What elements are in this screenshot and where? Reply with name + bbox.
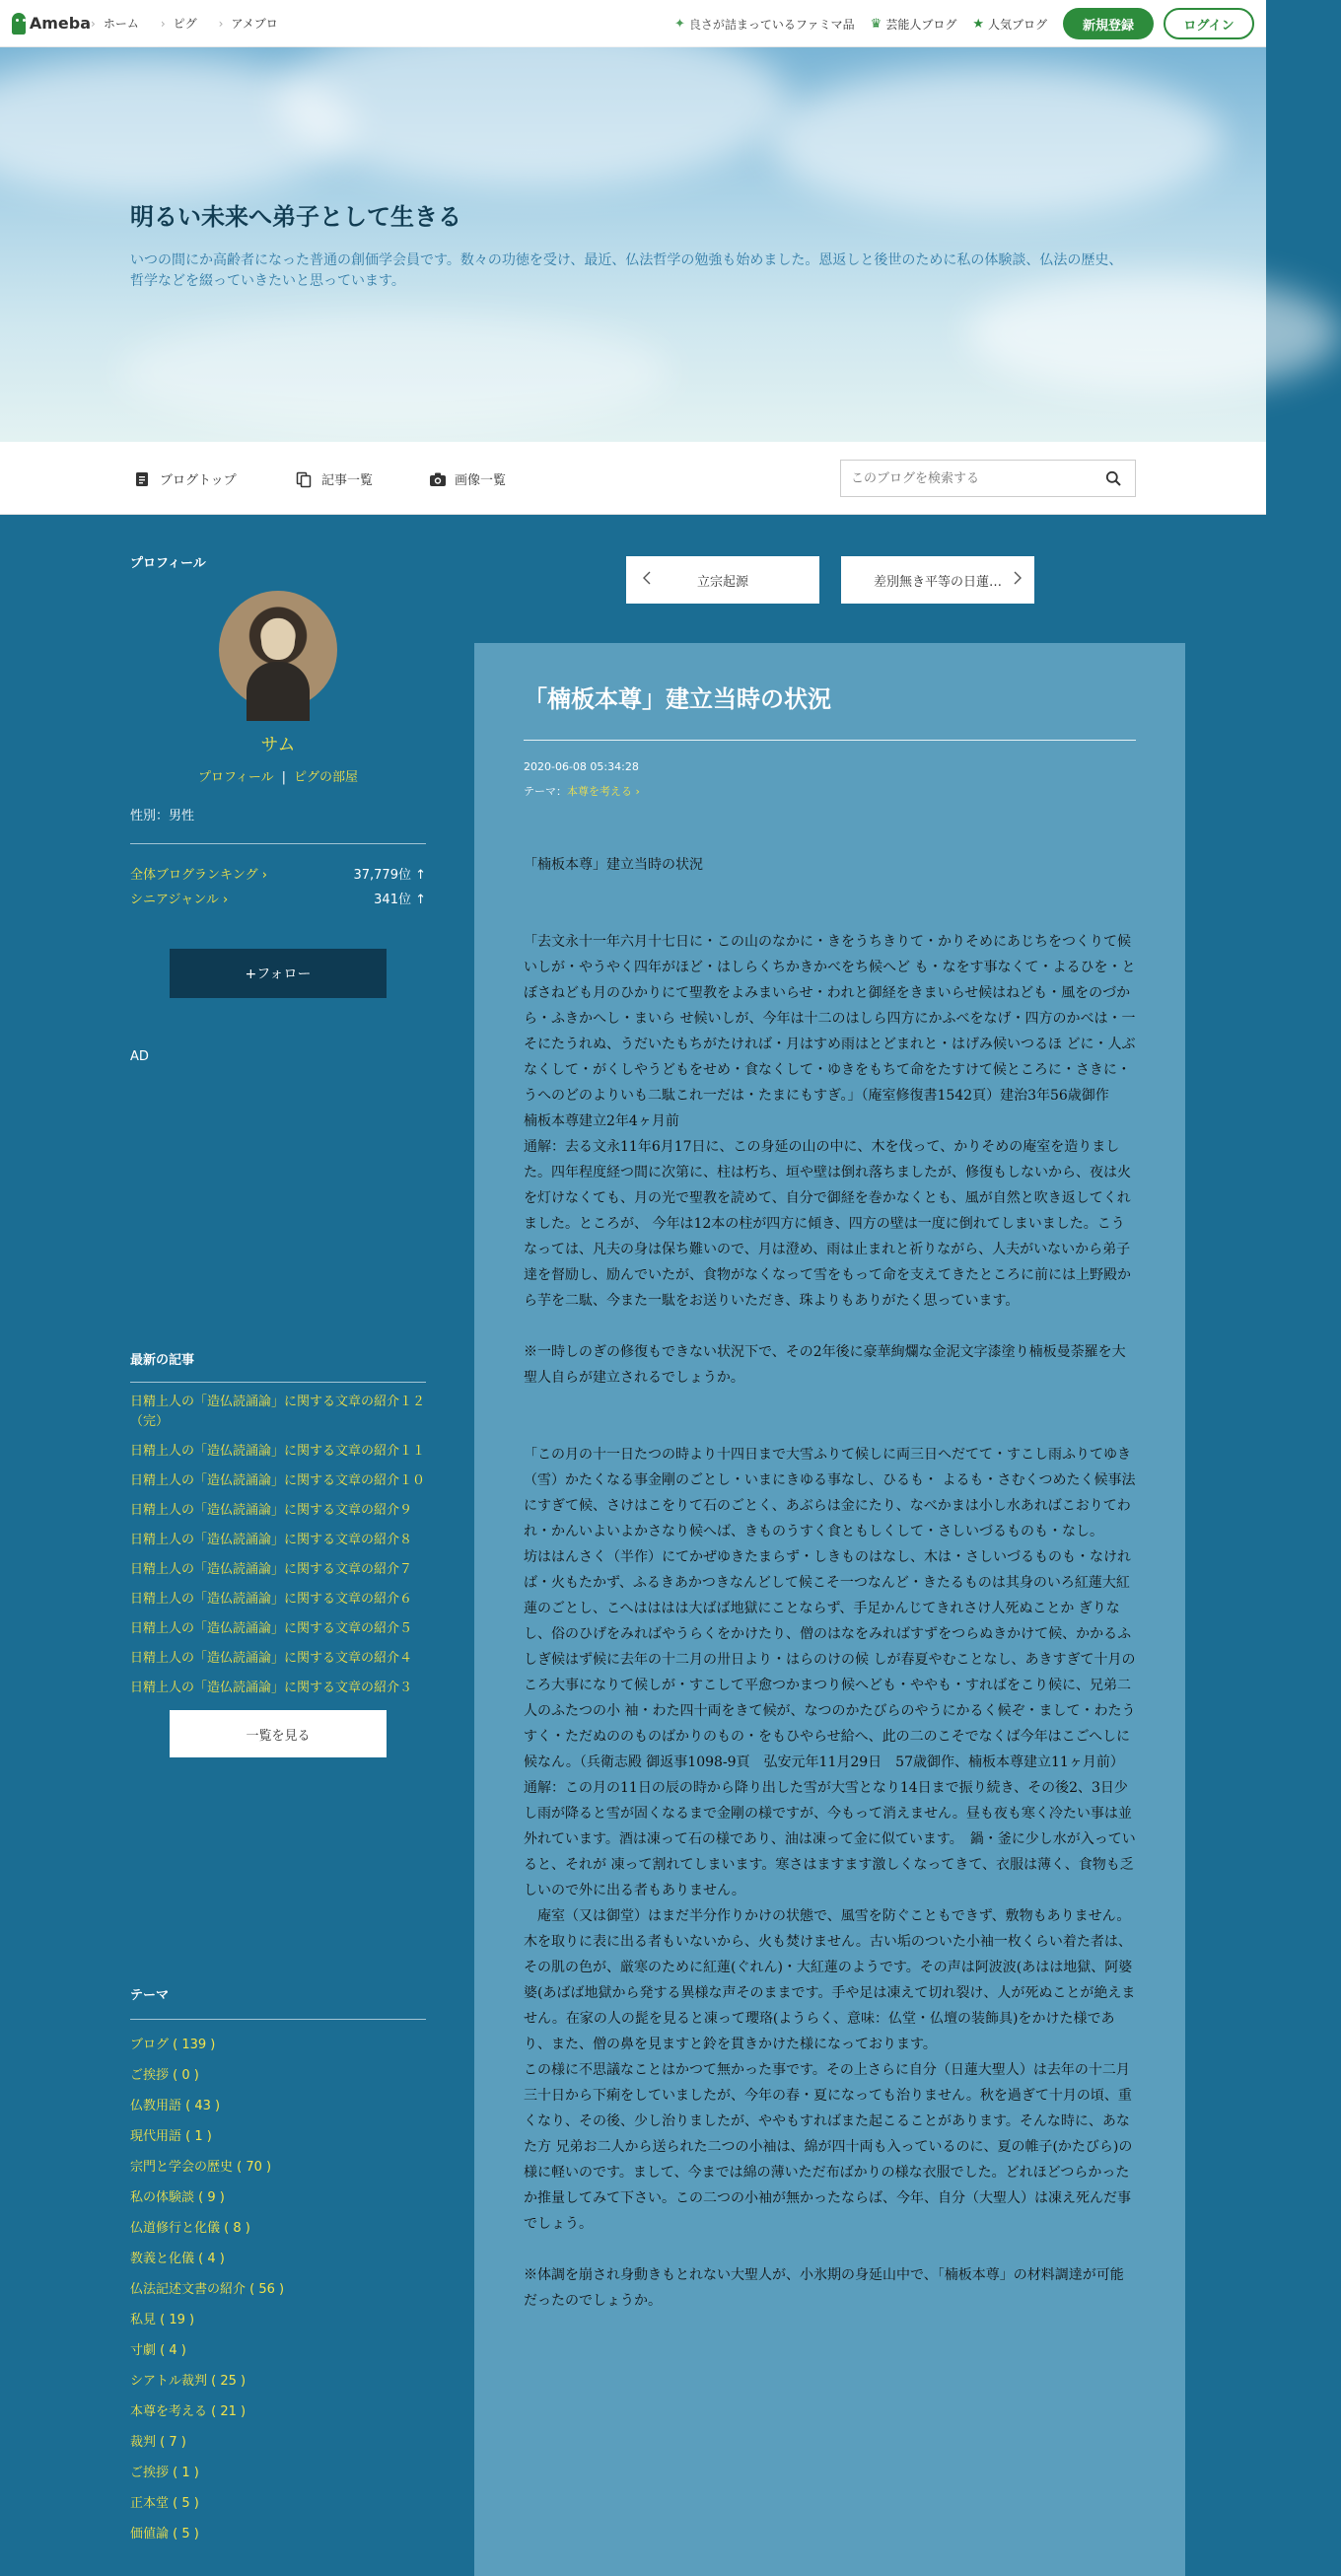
theme-link[interactable]: ご挨拶 ( 0 ) [130,2068,199,2083]
senior-ranking-link[interactable] [130,889,228,907]
article-list-label: 記事一覧 [321,473,374,488]
theme-link[interactable]: 仏道修行と化儀 ( 8 ) [130,2221,250,2236]
profile-gender: 性別：男性 [130,809,195,823]
theme-link[interactable]: 仏教用語 ( 43 ) [130,2099,221,2113]
star-icon: ★ [972,16,984,32]
recent-article-link[interactable]: 日精上人の「造仏読誦論」に関する文章の紹介３ [130,1681,413,1695]
blog-description: いつの間にか高齢者になった普通の創価学会員です。数々の功徳を受け、最近、仏法哲学の勉強も始めました。恩返しと後世のために私の体験談、仏法の歴史、哲学などを綴っていきたいと思っています。 [130,252,1123,289]
popular-blog-label: 人気ブログ [987,17,1047,32]
theme-link[interactable]: 寸劇 ( 4 ) [130,2343,186,2358]
article-paragraph: 「楠板本尊」建立当時の状況 [524,857,703,873]
camera-icon [429,471,445,487]
link-separator: | [281,770,287,785]
theme-link[interactable]: 裁判 ( 7 ) [130,2435,186,2450]
chevron-right-icon [1011,571,1024,585]
themes-heading: テーマ [130,1988,170,2003]
pig-room-link[interactable]: ピグの部屋 [294,770,359,785]
chevron-left-icon [640,571,654,585]
recent-article-link[interactable]: 日精上人の「造仏読誦論」に関する文章の紹介１２（完） [130,1395,426,1429]
recent-article-link[interactable]: 日精上人の「造仏読誦論」に関する文章の紹介７ [130,1562,413,1577]
chevron-right-icon: › [223,893,229,907]
global-nav-ameblo[interactable] [219,15,278,32]
ranking-row-senior [130,889,426,907]
famima-link-label: 良さが詰まっているファミマ品 [688,17,855,32]
article-paragraph: ※一時しのぎの修復もできない状況下で、その2年後に豪華絢爛な金泥文字漆塗り楠板曼荼羅を大聖人自らが建立されるでしょうか。 [524,1344,1126,1386]
global-nav-label: ホーム [103,17,139,31]
famima-link[interactable] [674,16,855,33]
copy-icon [296,471,312,487]
divider [130,2019,426,2020]
recent-article-link[interactable]: 日精上人の「造仏読誦論」に関する文章の紹介６ [130,1592,413,1607]
global-nav [91,15,300,32]
theme-link[interactable]: ブログ ( 139 ) [130,2038,216,2052]
chevron-right-icon: › [261,868,267,883]
blog-nav [0,442,1266,515]
recent-articles [130,1349,426,1757]
signup-button[interactable]: 新規登録 [1063,8,1154,39]
blog-search [840,460,1136,497]
article [474,643,1185,2576]
recent-article-link[interactable]: 日精上人の「造仏読誦論」に関する文章の紹介１０ [130,1473,426,1488]
sparkle-icon: ✦ [673,16,685,32]
theme-link[interactable]: ご挨拶 ( 1 ) [130,2466,199,2480]
global-nav-home[interactable] [91,15,139,32]
article-body [524,852,1136,2314]
article-paragraph: 「去文永十一年六月十七日に・この山のなかに・きをうちきりて・かりそめにあじちをつくりて候いしが・やうやく四年がほど・はしらくちかきかべをち候へど も・なをす事なくて・よるひを・とぼさねども月のひかりにて聖教をよみまいらせ・われと御経をきまいらせ候はねども・風をのづから・ふきかへし・まいら せ候いしが、今年は十二のはしら四方にかふべをなげ・四方のかべは・一そにたうれぬ、うだいたもちがたければ・月はすめ雨はとどまれと・はげみ候いつるほ どに・人ぶなくして・がくしやうどもをせめ・食なくして・ゆきをもちて命をたすけて候ところに・さきに・うへのどのよりいも二駄これ一だは・たまにもすぎ。」（庵室修復書1542頁）建治3年56歳御作 楠板本尊建立2年4ヶ月前 通解：去る文永11年6月17日に、この身延の山の中に、木を伐って、かりそめの庵室を造りました。四年程度経つ間に次第に、柱は朽ち、垣や壁は倒れ落ちましたが、修復もしないから、夜は火を灯けなくても、月の光で聖教を読めて、自分で御経を巻かなくとも、風が自然と吹き返してくれました。ところが、 今年は12本の柱が四方に傾き、四方の壁は一度に倒れてしまいました。こうなっては、凡夫の身は保ち難いので、月は澄め、雨は止まれと祈りながら、人夫がいないから弟子達を督励し、励んでいたが、食物がなくなって雪をもって命を支えてきたところに前には上野殿から芋を二駄、今また一駄をお送りいただき、珠よりもありがたく思っています。 [524,934,1136,1309]
article-theme [524,783,1136,799]
overall-ranking-label: 全体ブログランキング [130,868,258,883]
article-list-link[interactable] [296,469,373,488]
article-title[interactable]: 「楠板本尊」建立当時の状況 [524,685,831,713]
blog-title[interactable]: 明るい未来へ弟子として生きる [130,203,461,231]
celebrity-blog-label: 芸能人ブログ [885,17,957,32]
sidebar [130,552,426,2541]
divider [130,1382,426,1383]
recent-article-link[interactable]: 日精上人の「造仏読誦論」に関する文章の紹介５ [130,1621,413,1636]
ranking-row-overall [130,864,426,883]
avatar[interactable] [219,591,337,709]
next-article-label: 差別無き平等の日蓮… [873,574,1002,590]
recent-article-link[interactable]: 日精上人の「造仏読誦論」に関する文章の紹介４ [130,1651,413,1666]
blog-top-label: ブログトップ [160,473,237,488]
blog-top-link[interactable] [134,469,237,488]
image-list-link[interactable] [429,469,506,488]
profile-link[interactable]: プロフィール [197,770,274,785]
theme-link[interactable]: 正本堂 ( 5 ) [130,2496,199,2511]
themes [130,1984,426,2553]
theme-link[interactable]: 私の体験談 ( 9 ) [130,2190,225,2205]
popular-blog-link[interactable] [972,16,1047,33]
theme-link[interactable]: 現代用語 ( 1 ) [130,2129,212,2144]
ad-label: AD [130,1049,149,1064]
chevron-right-icon: › [160,16,166,31]
blog-header [0,47,1266,442]
recent-article-link[interactable]: 日精上人の「造仏読誦論」に関する文章の紹介９ [130,1503,413,1518]
profile-heading: プロフィール [130,556,206,571]
prev-article-button[interactable] [626,556,819,604]
chevron-right-icon: › [91,16,96,31]
image-list-label: 画像一覧 [455,473,507,488]
theme-link[interactable]: 仏法記述文書の紹介 ( 56 ) [130,2282,285,2297]
article-paragraph: ※体調を崩され身動きもとれない大聖人が、小氷期の身延山中で、「楠板本尊」の材料調達が可能だったのでしょうか。 [524,2267,1124,2309]
theme-link[interactable]: 価値論 ( 5 ) [130,2527,199,2541]
blog-search-input[interactable] [841,461,1078,496]
recent-heading: 最新の記事 [130,1353,195,1368]
theme-link[interactable]: シアトル裁判 ( 25 ) [130,2374,247,2389]
prev-article-label: 立宗起源 [696,574,748,590]
login-button[interactable]: ログイン [1164,8,1254,39]
overall-ranking-link[interactable] [130,864,267,883]
follow-button[interactable]: +フォロー [170,949,387,998]
article-paragraph: 「この月の十一日たつの時より十四日まで大雪ふりて候しに両三日へだてて・すこし雨ふりてゆき（雪）かたくなる事金剛のごとし・いまにきゆる事なし、ひるも・ よるも・さむくつめたく候事法にすぎて候、さけはこをりて石のごとく、あぶらは金にたり、なべかまは小し水あればこおりてわれ・かんいよいよかさなり候へば、きものうすく食ともしくして・さしいづるものも・なし。 坊ははんさく（半作）にてかぜゆきたまらず・しきものはなし、木は・さしいづるものも・なければ・火もたかず、ふるきあかつきなんどして候こそ一つなんど・きたるものは其身のいろ紅蓮大紅蓮のごとし、こへはははは大ばば地獄にことならず、手足かんじてきれさけ人死ぬことか ぎりなし、俗のひげをみればやうらくをかけたり、僧のはなをみればすずをつらぬきかけて候、かかるふしぎ候はず候に去年の十二月の卅日より・はらのけの候 しが春夏やむことなし、あきすぎて十月のころ大事になりて候しが・すこして平愈つかまつり候へども・ややも・すればをこり候に、兄弟二人のふたつの小 袖・わた四十両をきて候が、なつのかたびらのやうにかるく候ぞ・まして・わたうすく・ただぬののものばかりのもの・をもひやらせ給へ、此の二のこそでなくば今年はこごへしに候なん。（兵衛志殿 御返事1098-9頁 弘安元年11月29日 57歳御作、楠板本尊建立11ヶ月前） 通解：この月の11日の辰の時から降り出した雪が大雪となり14日まで振り続き、その後2、3日少し雨が降ると雪が固くなるまで金剛の様ですが、今もって消えません。昼も夜も寒く冷たい事は並外れています。酒は凍って石の様であり、油は凍って金に似ています。 鍋・釜に少し水が入っていると、それが 凍って割れてしまいます。寒さはますます激しくなってきて、衣服は薄く、食物も乏しいので外に出る者もありません。 庵室（又は御堂）はまだ半分作りかけの状態で、風雪を防ぐこともできず、敷物もありません。 木を取りに表に出る者もいないから、火も焚けません。古い垢のついた小袖一枚くらい着た者は、その肌の色が、厳寒のために紅蓮(ぐれん)・大紅蓮のようです。その声は阿波波(あはは地獄、阿婆婆(あばば地獄から発する異様な声そのままです。手や足は凍えて切れ裂け、人が死ぬことが絶えません。在家の人の髭を見ると凍って瓔珞(ようらく、意味：仏堂・仏壇の装飾具)をかけた様であり、また、僧の鼻を見ますと鈴を貫きかけた様になっております。 この様に不思議なことはかつて無かった事です。その上さらに自分（日蓮大聖人）は去年の十二月三十日から下痢をしていましたが、今年の春・夏になっても治りません。秋を過ぎて十月の頃、重くなり、その後、少し治りましたが、ややもすればまた起こることがあります。そんな時に、あなた方 兄弟お二人から送られた二つの小袖は、綿が四十両も入っているのに、夏の帷子(かたびら)の様に軽いのです。まして、今までは綿の薄いただ布ばかりの様な衣服でした。どれほどつらかったか推量してみて下さい。この二つの小袖が無かったならば、今年、自分（大聖人）は凍え死んだ事でしょう。 [524,1447,1136,2232]
profile-links [130,766,426,785]
senior-ranking-value: 341位 ↑ [374,893,426,907]
article-theme-label: テーマ： [524,785,567,798]
crown-icon: ♛ [870,16,882,32]
ameba-logo-text: Ameba [29,14,91,33]
chevron-right-icon: › [632,785,640,798]
theme-link[interactable]: 宗門と学会の歴史 ( 70 ) [130,2160,272,2175]
divider [130,843,426,844]
overall-ranking-value: 37,779位 ↑ [353,868,426,883]
theme-link[interactable]: 教義と化儀 ( 4 ) [130,2252,225,2266]
recent-article-link[interactable]: 日精上人の「造仏読誦論」に関する文章の紹介１１ [130,1444,426,1459]
recent-article-link[interactable]: 日精上人の「造仏読誦論」に関する文章の紹介８ [130,1533,413,1547]
celebrity-blog-link[interactable] [871,16,957,33]
global-nav-label: ピグ [173,17,197,31]
theme-link[interactable]: 私見 ( 19 ) [130,2313,195,2327]
top-right-links [674,0,1266,47]
document-icon [134,471,150,487]
chevron-right-icon: › [218,16,224,31]
theme-link[interactable]: 本尊を考える ( 21 ) [130,2404,247,2419]
global-nav-label: アメブロ [231,17,278,31]
article-date: 2020-06-08 05:34:28 [524,760,639,773]
divider [524,740,1136,741]
ameba-logo[interactable] [12,13,91,35]
article-theme-link[interactable]: 本尊を考える [567,785,632,798]
profile-name[interactable]: サム [260,735,296,755]
recent-list [130,1393,426,1698]
see-all-button[interactable]: 一覧を見る [170,1710,387,1757]
ameba-logo-icon [12,13,26,35]
search-icon[interactable] [1105,470,1121,486]
next-article-button[interactable] [841,556,1034,604]
senior-ranking-label: シニアジャンル [130,893,219,907]
global-nav-pig[interactable] [161,15,197,32]
